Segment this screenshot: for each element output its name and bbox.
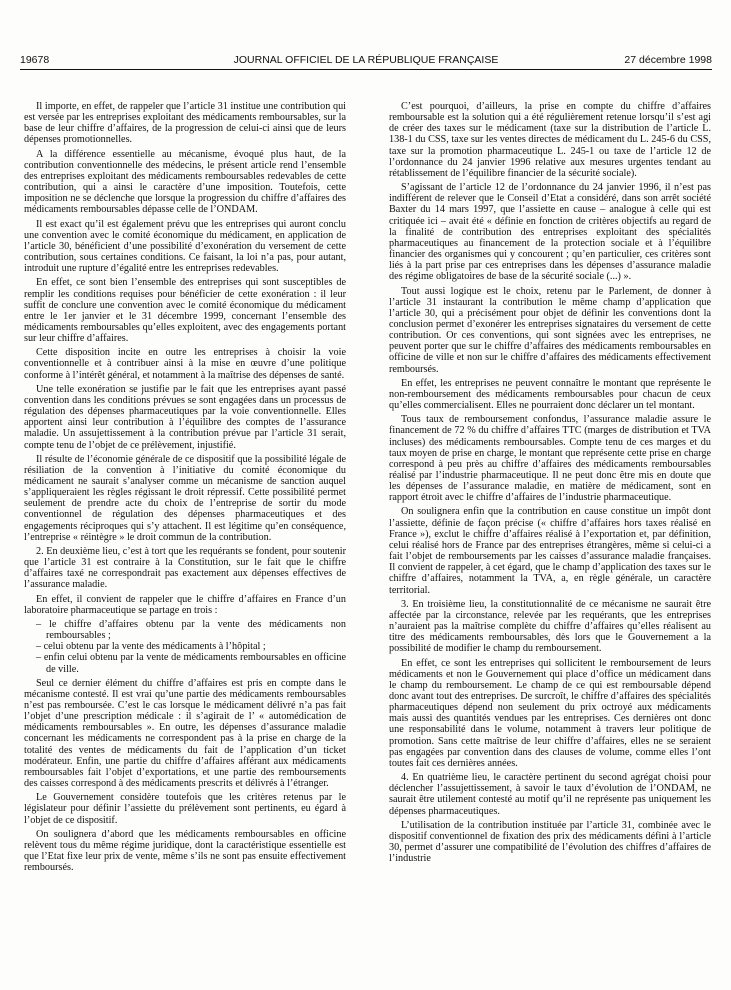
paragraph: S’agissant de l’article 12 de l’ordonnance du 24 janvier 1996, il n’est pas indifférent de relever que le Conseil d’Etat a considéré, dans son arrêt société Baxter du 14 mars 1997, que l’assiette en cause – analogue à celle qui est critiquée ici – avait été « définie en fonction de critères objectifs au regard de la finalité de contribution des entreprises exploitant des spécialités pharmaceutiques au financement de la protection sociale et à l’équilibre financier des organismes qui y concourent ; qu’en particulier, ces critères sont liés à la part prise par ces entreprises dans les dépenses d’assurance maladie des régime obligatoires de base de la sécurité sociale (...) ». <box>389 182 711 283</box>
paragraph: En effet, ce sont les entreprises qui sollicitent le remboursement de leurs médicaments et non le Gouvernement qui place d’office un médicament dans le champ du remboursement. Le champ de ce qui est remboursable dépend donc avant tout des entreprises. De surcroît, le chiffre d’affaires des spécialités pharmaceutiques dépend non seulement du prix octroyé aux médicaments mais aussi des quantités vendues par les entreprises. Ces dernières ont donc une responsabilité dans le volume, notamment à travers leur politique de promotion. Sans cette maîtrise de leur chiffre d’affaires, elles ne se seraient pas engagées par convention dans des clauses de volume, comme elles l’ont toutes fait ces dernières années. <box>389 657 711 769</box>
paragraph: Une telle exonération se justifie par le fait que les entreprises ayant passé convention dans les conditions prévues se sont engagées dans un processus de régulation des dépenses pharmaceutiques par la voie conventionnelle. Elles apportent ainsi leur contribution à l’équilibre des comptes de l’assurance maladie. Un assujettissement à la contribution prévue par l’article 31 serait, compte tenu de l’objet de ce prélèvement, injustifié. <box>24 383 346 451</box>
paragraph: 4. En quatrième lieu, le caractère pertinent du second agrégat choisi pour déclencher l’assujettissement, à savoir le taux d’évolution de l’ONDAM, ne saurait être utilement contesté au motif qu’il ne représente pas uniquement les dépenses pharmaceutiques. <box>389 772 711 817</box>
paragraph: En effet, ce sont bien l’ensemble des entreprises qui sont susceptibles de remplir les conditions requises pour bénéficier de cette exonération : il leur suffit de conclure une convention avec le comité économique du médicament entre le 1er janvier et le 31 décembre 1999, concernant l’ensemble des médicaments remboursables qu’elles exploitent, avec des engagements portant sur leur chiffre d’affaires. <box>24 277 346 345</box>
list-item: – enfin celui obtenu par la vente de médicaments remboursables en officine de ville. <box>24 652 346 674</box>
revenue-split-list <box>24 619 346 675</box>
issue-date: 27 décembre 1998 <box>624 54 712 66</box>
paragraph: 3. En troisième lieu, la constitutionnalité de ce mécanisme ne saurait être affectée par la circonstance, relevée par les requérants, que les entreprises n’auraient pas la maîtrise complète du chiffre d’affaires qu’elles réalisent au titre des médicaments remboursables, dès lors que le Gouvernement a la possibilité de modifier le champ du remboursement. <box>389 598 711 655</box>
list-item: – celui obtenu par la vente des médicaments à l’hôpital ; <box>24 641 346 652</box>
paragraph: A la différence essentielle au mécanisme, évoqué plus haut, de la contribution conventionnelle des médecins, le présent article rend l’ensemble des entreprises exploitant des médicaments remboursables redevables de cette contribution, qui a ainsi le caractère d’une imposition. Toutefois, cette imposition ne se déclenche que lorsque la progression du chiffre d’affaires des médicaments remboursables dépasse celle de l’ONDAM. <box>24 148 346 216</box>
paragraph: Il est exact qu’il est également prévu que les entreprises qui auront conclu une convention avec le comité économique du médicament, en application de l’article 30, bénéficient d’une possibilité d’exonération du versement de cette contribution, sous certaines conditions. Ce faisant, la loi n’a pas, pour autant, introduit une rupture d’égalité entre les entreprises redevables. <box>24 218 346 275</box>
paragraph: Il résulte de l’économie générale de ce dispositif que la possibilité légale de résiliation de la convention à l’initiative du comité économique du médicament ne saurait s’analyser comme un mécanisme de sanction auquel s’appliqueraient les règles régissant le droit répressif. Cette possibilité permet seulement de prendre acte du choix de l’entreprise de sortir du mode conventionnel de régulation des dépenses pharmaceutiques et des engagements réciproques qui s’y attachent. Il est légitime qu’en conséquence, l’entreprise « réintègre » le droit commun de la contribution. <box>24 453 346 543</box>
paragraph: 2. En deuxième lieu, c’est à tort que les requérants se fondent, pour soutenir que l’article 31 est contraire à la Constitution, sur le fait que le chiffre d’affaires taxé ne correspondrait pas exactement aux dépenses effectives de l’assurance maladie. <box>24 545 346 591</box>
paragraph: Cette disposition incite en outre les entreprises à choisir la voie conventionnelle et à contribuer ainsi à la mise en œuvre d’une politique conforme à l’intérêt général, et notamment à la maîtrise des dépenses de santé. <box>24 347 346 381</box>
paragraph: Tout aussi logique est le choix, retenu par le Parlement, de donner à l’article 31 instaurant la contribution le même champ d’application que l’article 30, qui a précisément pour objet de définir les conventions dont la conclusion permet d’exonérer les entreprises signataires du versement de cette contribution. Or ces conventions, qui sont signées avec les entreprises, ne peuvent porter que sur le chiffre d’affaires des médicaments remboursables en officine de ville et non sur le chiffre d’affaires des médicaments effectivement remboursés. <box>389 285 711 375</box>
left-column <box>24 101 346 876</box>
paragraph: C’est pourquoi, d’ailleurs, la prise en compte du chiffre d’affaires remboursable est la solution qui a été régulièrement retenue lorsqu’il s’est agi de créer des taxes sur le médicament (taxe sur la distribution de l’article L. 138-1 du CSS, taxe sur les ventes directes de médicament du L. 245-6 du CSS, taxe sur la promotion pharmaceutique L. 245-1 ou taxe de l’article 12 de l’ordonnance du 24 janvier 1996 relative aux mesures urgentes tendant au rétablissement de l’équilibre financier de la sécurité sociale). <box>389 101 711 179</box>
paragraph: Tous taux de remboursement confondus, l’assurance maladie assure le financement de 72 % du chiffre d’affaires TTC (marges de distribution et TVA incluses) des médicaments remboursables. Compte tenu de ces marges et du taux moyen de prise en charge, le montant que représente cette prise en charge correspond à peu près au chiffre d’affaires des médicaments remboursables réalisé par l’industrie pharmaceutique. Il ne peut donc être mis en doute que les dépenses de l’assurance maladie, en matière de médicament, sont en rapport étroit avec le chiffre d’affaires de l’industrie pharmaceutique. <box>389 414 711 504</box>
paragraph: On soulignera enfin que la contribution en cause constitue un impôt dont l’assiette, définie de façon précise (« chiffre d’affaires hors taxes réalisé en France »), exclut le chiffre d’affaires réalisé à l’exportation et, par définition, celui réalisé hors de France par des entreprises étrangères, même si celui-ci a fait l’objet de remboursements par les caisses d’assurance maladie françaises. Il convient de rappeler, à cet égard, que le champ d’application des taxes sur le chiffre d’affaires, notamment la TVA, a, en règle générale, un caractère territorial. <box>389 506 711 596</box>
header-rule <box>20 69 712 70</box>
right-column <box>389 101 711 867</box>
paragraph: Le Gouvernement considère toutefois que les critères retenus par le législateur pour définir l’assiette du prélèvement sont pertinents, eu égard à l’objet de ce dispositif. <box>24 792 346 826</box>
paragraph: Il importe, en effet, de rappeler que l’article 31 institue une contribution qui est versée par les entreprises exploitant des médicaments remboursables, sur la base de leur chiffre d’affaires, de la progression de celui-ci ainsi que de leurs dépenses promotionnelles. <box>24 101 346 146</box>
page-number: 19678 <box>20 54 50 66</box>
paragraph: Seul ce dernier élément du chiffre d’affaires est pris en compte dans le mécanisme contesté. Il est vrai qu’une partie des médicaments remboursables n’est pas remboursée. C’est le cas lorsque le médicament délivré n’a pas fait l’objet d’une prescription médicale : il s’agirait de l’ « automédication de médicaments remboursables ». En outre, les dépenses d’assurance maladie concernant les médicaments ne correspondent pas à la prise en charge de la totalité des ventes de médicaments du fait de l’application d’un ticket modérateur. Enfin, une partie du chiffre d’affaires afférant aux médicaments remboursables fait l’objet d’exportations, et une partie des remboursements des caisses correspond à des médicaments prescrits et délivrés à l’étranger. <box>24 677 346 790</box>
paragraph: En effet, il convient de rappeler que le chiffre d’affaires en France d’un laboratoire pharmaceutique se partage en trois : <box>24 593 346 616</box>
paragraph: L’utilisation de la contribution instituée par l’article 31, combinée avec le dispositif conventionnel de fixation des prix des médicaments défini à l’article 30, permet d’assurer une compatibilité de l’évolution des chiffres d’affaires de l’industrie <box>389 819 711 865</box>
journal-title: JOURNAL OFFICIEL DE LA RÉPUBLIQUE FRANÇAISE <box>233 54 499 66</box>
paragraph: En effet, les entreprises ne peuvent connaître le montant que représente le non-remboursement des médicaments remboursables pour chacun de ceux qu’elles commercialisent. Elles ne pourraient donc déclarer un tel montant. <box>389 377 711 412</box>
list-item: – le chiffre d’affaires obtenu par la vente des médicaments non remboursables ; <box>24 619 346 641</box>
page-header <box>20 52 712 68</box>
paragraph: On soulignera d’abord que les médicaments remboursables en officine relèvent tous du même régime juridique, dont la caractéristique essentielle est que l’Etat fixe leur prix de vente, même s’ils ne sont pas ensuite effectivement remboursés. <box>24 828 346 874</box>
